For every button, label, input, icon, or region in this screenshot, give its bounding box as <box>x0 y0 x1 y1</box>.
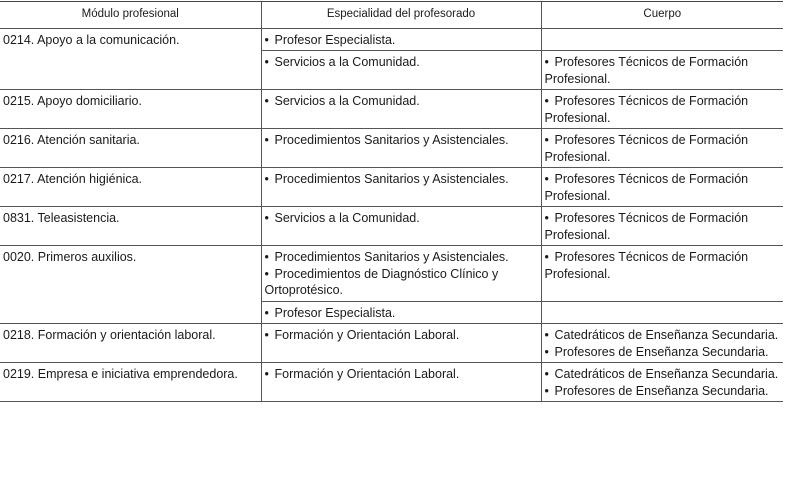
list-item <box>265 327 538 344</box>
especialidad-text: Servicios a la Comunidad. <box>274 211 420 225</box>
especialidad-cell <box>261 363 541 402</box>
list-item <box>265 305 538 322</box>
list-item <box>265 249 538 266</box>
cuerpo-cell <box>541 168 783 207</box>
modulo-text: 0020. Primeros auxilios. <box>3 250 137 264</box>
modulo-text: 0831. Teleasistencia. <box>3 211 120 225</box>
table-row <box>0 363 783 402</box>
cuerpo-text: Profesores de Enseñanza Secundaria. <box>554 383 769 398</box>
bullet-icon: • <box>264 55 269 69</box>
cuerpo-cell <box>541 129 783 168</box>
list-item <box>545 132 781 165</box>
modulo-text: 0219. Empresa e iniciativa emprendedora. <box>3 367 238 381</box>
especialidad-text: Profesor Especialista. <box>274 32 396 47</box>
table-row <box>0 324 783 363</box>
table-row <box>0 129 783 168</box>
especialidad-text: Procedimientos Sanitarios y Asistenciales. <box>274 133 509 147</box>
bullet-icon: • <box>264 305 269 320</box>
cuerpo-cell <box>541 324 783 363</box>
especialidad-cell <box>261 246 541 302</box>
header-row <box>0 2 783 29</box>
bullet-icon: • <box>264 172 269 186</box>
cuerpo-text: Profesores Técnicos de Formación Profesional. <box>544 133 749 164</box>
especialidad-text: Procedimientos de Diagnóstico Clínico y Ortoprotésico. <box>264 266 499 297</box>
list-item <box>265 171 538 188</box>
list-item <box>265 132 538 149</box>
cuerpo-text: Profesores Técnicos de Formación Profesional. <box>544 55 749 86</box>
header-especialidad: Especialidad del profesorado <box>261 2 541 29</box>
list-item <box>545 344 781 361</box>
bullet-icon: • <box>264 32 269 47</box>
list-item <box>265 93 538 110</box>
table-row <box>0 168 783 207</box>
bullet-icon: • <box>264 133 269 147</box>
bullet-icon: • <box>264 250 269 264</box>
cuerpo-cell <box>541 363 783 402</box>
especialidad-cell <box>261 301 541 324</box>
especialidad-text: Servicios a la Comunidad. <box>274 94 420 108</box>
especialidad-text: Formación y Orientación Laboral. <box>274 367 460 381</box>
list-item <box>265 32 538 49</box>
especialidad-text: Profesor Especialista. <box>274 305 396 320</box>
modulo-text: 0218. Formación y orientación laboral. <box>3 328 216 342</box>
modulo-cell <box>0 207 261 246</box>
header-cuerpo: Cuerpo <box>541 2 783 29</box>
cuerpo-cell <box>541 246 783 302</box>
bullet-icon: • <box>264 266 269 281</box>
list-item <box>545 366 781 383</box>
modulo-text: 0215. Apoyo domiciliario. <box>3 94 142 108</box>
bullet-icon: • <box>544 211 549 225</box>
modulo-cell <box>0 363 261 402</box>
bullet-icon: • <box>544 172 549 186</box>
especialidad-cell <box>261 207 541 246</box>
list-item <box>545 171 781 204</box>
list-item <box>545 327 781 344</box>
cuerpo-cell <box>541 301 783 324</box>
bullet-icon: • <box>544 55 549 69</box>
cuerpo-cell <box>541 28 783 51</box>
list-item <box>545 383 781 400</box>
bullet-icon: • <box>264 328 269 342</box>
list-item <box>265 210 538 227</box>
table-row <box>0 90 783 129</box>
modulo-text: 0214. Apoyo a la comunicación. <box>3 32 180 47</box>
cuerpo-text: Profesores de Enseñanza Secundaria. <box>554 344 769 359</box>
especialidad-cell <box>261 324 541 363</box>
modulo-cell <box>0 246 261 324</box>
bullet-icon: • <box>264 94 269 108</box>
bullet-icon: • <box>264 211 269 225</box>
especialidad-text: Procedimientos Sanitarios y Asistenciales. <box>274 172 509 186</box>
bullet-icon: • <box>544 367 549 381</box>
especialidad-text: Formación y Orientación Laboral. <box>274 328 460 342</box>
especialidad-cell <box>261 129 541 168</box>
bullet-icon: • <box>544 344 549 359</box>
list-item <box>545 210 781 243</box>
list-item <box>265 366 538 383</box>
list-item <box>265 54 538 71</box>
bullet-icon: • <box>264 367 269 381</box>
list-item <box>545 249 781 282</box>
especialidad-cell <box>261 28 541 51</box>
teacher-assignment-table <box>0 1 783 402</box>
cuerpo-text: Profesores Técnicos de Formación Profesional. <box>544 94 749 125</box>
table-row <box>0 246 783 302</box>
table-row <box>0 207 783 246</box>
cuerpo-text: Profesores Técnicos de Formación Profesional. <box>544 250 749 281</box>
cuerpo-text: Profesores Técnicos de Formación Profesional. <box>544 172 749 203</box>
modulo-text: 0217. Atención higiénica. <box>3 172 142 186</box>
list-item <box>545 93 781 126</box>
especialidad-cell <box>261 168 541 207</box>
cuerpo-cell <box>541 207 783 246</box>
cuerpo-text: Catedráticos de Enseñanza Secundaria. <box>554 328 779 342</box>
cuerpo-text: Profesores Técnicos de Formación Profesional. <box>544 211 749 242</box>
header-modulo: Módulo profesional <box>0 2 261 29</box>
bullet-icon: • <box>544 250 549 264</box>
list-item <box>545 54 781 87</box>
cuerpo-cell <box>541 90 783 129</box>
modulo-cell <box>0 90 261 129</box>
especialidad-text: Procedimientos Sanitarios y Asistenciales. <box>274 250 509 264</box>
modulo-cell <box>0 324 261 363</box>
cuerpo-text: Catedráticos de Enseñanza Secundaria. <box>554 367 779 381</box>
modulo-text: 0216. Atención sanitaria. <box>3 133 140 147</box>
bullet-icon: • <box>544 328 549 342</box>
modulo-cell <box>0 168 261 207</box>
bullet-icon: • <box>544 133 549 147</box>
modulo-cell <box>0 129 261 168</box>
cuerpo-cell <box>541 51 783 90</box>
bullet-icon: • <box>544 94 549 108</box>
bullet-icon: • <box>544 383 549 398</box>
especialidad-text: Servicios a la Comunidad. <box>274 55 420 69</box>
especialidad-cell <box>261 90 541 129</box>
list-item <box>265 266 538 299</box>
modulo-cell <box>0 28 261 90</box>
table-row <box>0 28 783 51</box>
especialidad-cell <box>261 51 541 90</box>
